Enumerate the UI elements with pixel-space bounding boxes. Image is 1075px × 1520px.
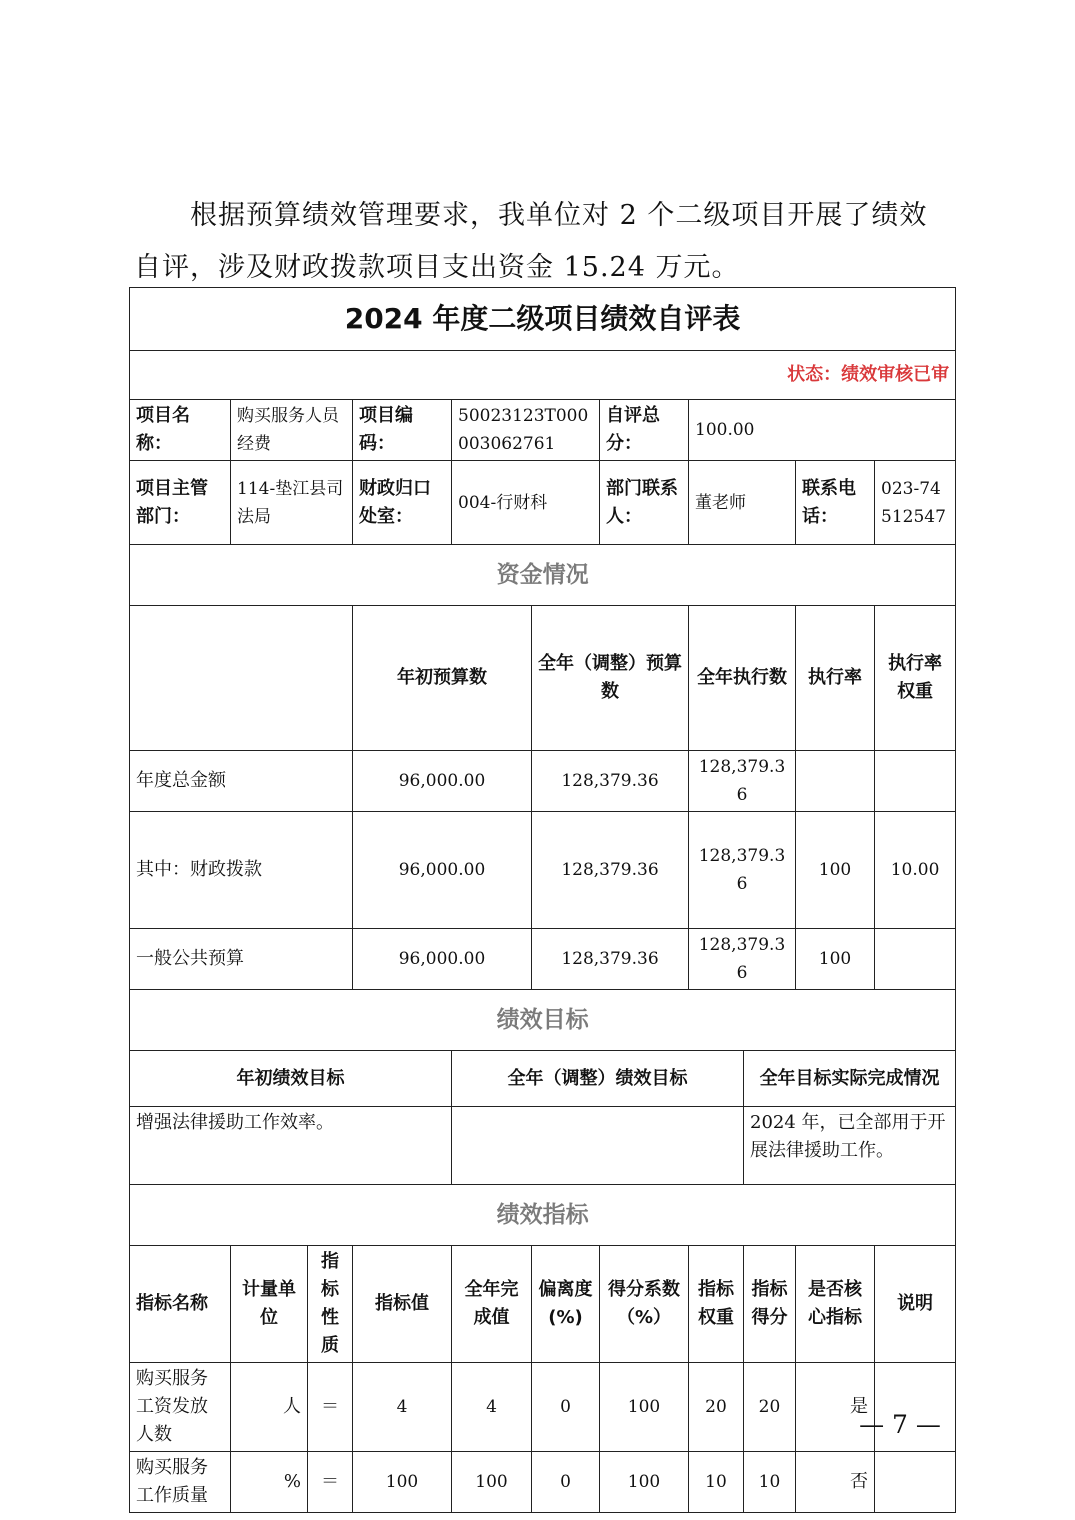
phone-value: 023-74512547	[875, 461, 956, 545]
indicator-cell: 10	[744, 1452, 796, 1513]
ind-header-nature: 指标性质	[308, 1246, 353, 1363]
funds-cell: 128,379.36	[532, 812, 689, 929]
ind-header-deviation: 偏离度(%)	[532, 1246, 600, 1363]
table-row	[130, 1107, 956, 1185]
indicator-cell: ＝	[308, 1363, 353, 1452]
indicator-cell: 20	[689, 1363, 744, 1452]
funds-cell: 96,000.00	[353, 812, 532, 929]
project-name-label: 项目名称：	[130, 400, 231, 461]
goals-section-title: 绩效目标	[130, 990, 956, 1051]
indicator-cell: 4	[452, 1363, 532, 1452]
score-value: 100.00	[689, 400, 956, 461]
dept-label: 项目主管部门：	[130, 461, 231, 545]
indicator-cell: 是	[796, 1363, 875, 1452]
indicator-cell: 100	[353, 1452, 452, 1513]
goals-header-adjusted: 全年（调整）绩效目标	[452, 1051, 744, 1107]
funds-header-rate: 执行率	[796, 606, 875, 751]
funds-cell: 10.00	[875, 812, 956, 929]
funds-header-weight: 执行率权重	[875, 606, 956, 751]
indicator-cell	[875, 1452, 956, 1513]
contact-label: 部门联系人：	[600, 461, 689, 545]
status-label: 状态：绩效审核已审	[130, 351, 956, 400]
funds-cell: 96,000.00	[353, 751, 532, 812]
indicator-cell: 100	[452, 1452, 532, 1513]
goal-initial-text: 增强法律援助工作效率。	[130, 1107, 452, 1185]
ind-header-name: 指标名称	[130, 1246, 231, 1363]
funds-header-initial: 年初预算数	[353, 606, 532, 751]
performance-evaluation-table	[129, 287, 956, 1513]
goal-adjusted-text	[452, 1107, 744, 1185]
indicator-cell: %	[231, 1452, 308, 1513]
indicator-cell: 20	[744, 1363, 796, 1452]
funds-cell	[796, 751, 875, 812]
indicator-cell: ＝	[308, 1452, 353, 1513]
phone-label: 联系电话：	[796, 461, 875, 545]
indicator-cell: 否	[796, 1452, 875, 1513]
funds-header-executed: 全年执行数	[689, 606, 796, 751]
ind-header-actual: 全年完成值	[452, 1246, 532, 1363]
funds-cell: 96,000.00	[353, 929, 532, 990]
ind-header-target: 指标值	[353, 1246, 452, 1363]
score-label: 自评总分：	[600, 400, 689, 461]
indicator-cell: 0	[532, 1452, 600, 1513]
indicator-cell: 100	[600, 1452, 689, 1513]
funds-cell	[875, 929, 956, 990]
funds-row-label: 一般公共预算	[130, 929, 353, 990]
funds-cell: 128,379.36	[532, 751, 689, 812]
funds-cell: 128,379.36	[689, 929, 796, 990]
table-title: 2024 年度二级项目绩效自评表	[130, 288, 956, 351]
intro-paragraph: 根据预算绩效管理要求，我单位对 2 个二级项目开展了绩效自评，涉及财政拨款项目支出资金 15.24 万元。	[134, 200, 928, 283]
indicator-name: 购买服务工资发放人数	[130, 1363, 231, 1452]
table-row	[130, 751, 956, 812]
funds-cell: 128,379.36	[689, 751, 796, 812]
project-code-value: 50023123T000003062761	[452, 400, 600, 461]
indicator-cell: 10	[689, 1452, 744, 1513]
indicator-name: 购买服务工作质量	[130, 1452, 231, 1513]
finance-label: 财政归口处室：	[353, 461, 452, 545]
goals-header-actual: 全年目标实际完成情况	[744, 1051, 956, 1107]
funds-cell	[875, 751, 956, 812]
indicator-cell: 100	[600, 1363, 689, 1452]
funds-section-title: 资金情况	[130, 545, 956, 606]
page-number: — 7 —	[859, 1410, 941, 1439]
contact-value: 董老师	[689, 461, 796, 545]
table-row	[130, 1363, 956, 1452]
funds-cell: 128,379.36	[689, 812, 796, 929]
ind-header-core: 是否核心指标	[796, 1246, 875, 1363]
table-row	[130, 929, 956, 990]
ind-header-note: 说明	[875, 1246, 956, 1363]
funds-row-label: 年度总金额	[130, 751, 353, 812]
indicators-section-title: 绩效指标	[130, 1185, 956, 1246]
funds-cell: 100	[796, 929, 875, 990]
funds-header-blank	[130, 606, 353, 751]
project-name-value: 购买服务人员经费	[231, 400, 353, 461]
funds-cell: 128,379.36	[532, 929, 689, 990]
table-row	[130, 1452, 956, 1513]
project-code-label: 项目编码：	[353, 400, 452, 461]
goals-header-initial: 年初绩效目标	[130, 1051, 452, 1107]
funds-row-label: 其中：财政拨款	[130, 812, 353, 929]
funds-cell: 100	[796, 812, 875, 929]
finance-value: 004-行财科	[452, 461, 600, 545]
ind-header-weight: 指标权重	[689, 1246, 744, 1363]
goal-actual-text: 2024 年，已全部用于开展法律援助工作。	[744, 1107, 956, 1185]
ind-header-unit: 计量单位	[231, 1246, 308, 1363]
funds-header-adjusted: 全年（调整）预算数	[532, 606, 689, 751]
indicator-cell: 4	[353, 1363, 452, 1452]
table-row	[130, 812, 956, 929]
ind-header-score: 指标得分	[744, 1246, 796, 1363]
dept-value: 114-垫江县司法局	[231, 461, 353, 545]
indicator-cell: 0	[532, 1363, 600, 1452]
ind-header-coef: 得分系数（%）	[600, 1246, 689, 1363]
indicator-cell: 人	[231, 1363, 308, 1452]
